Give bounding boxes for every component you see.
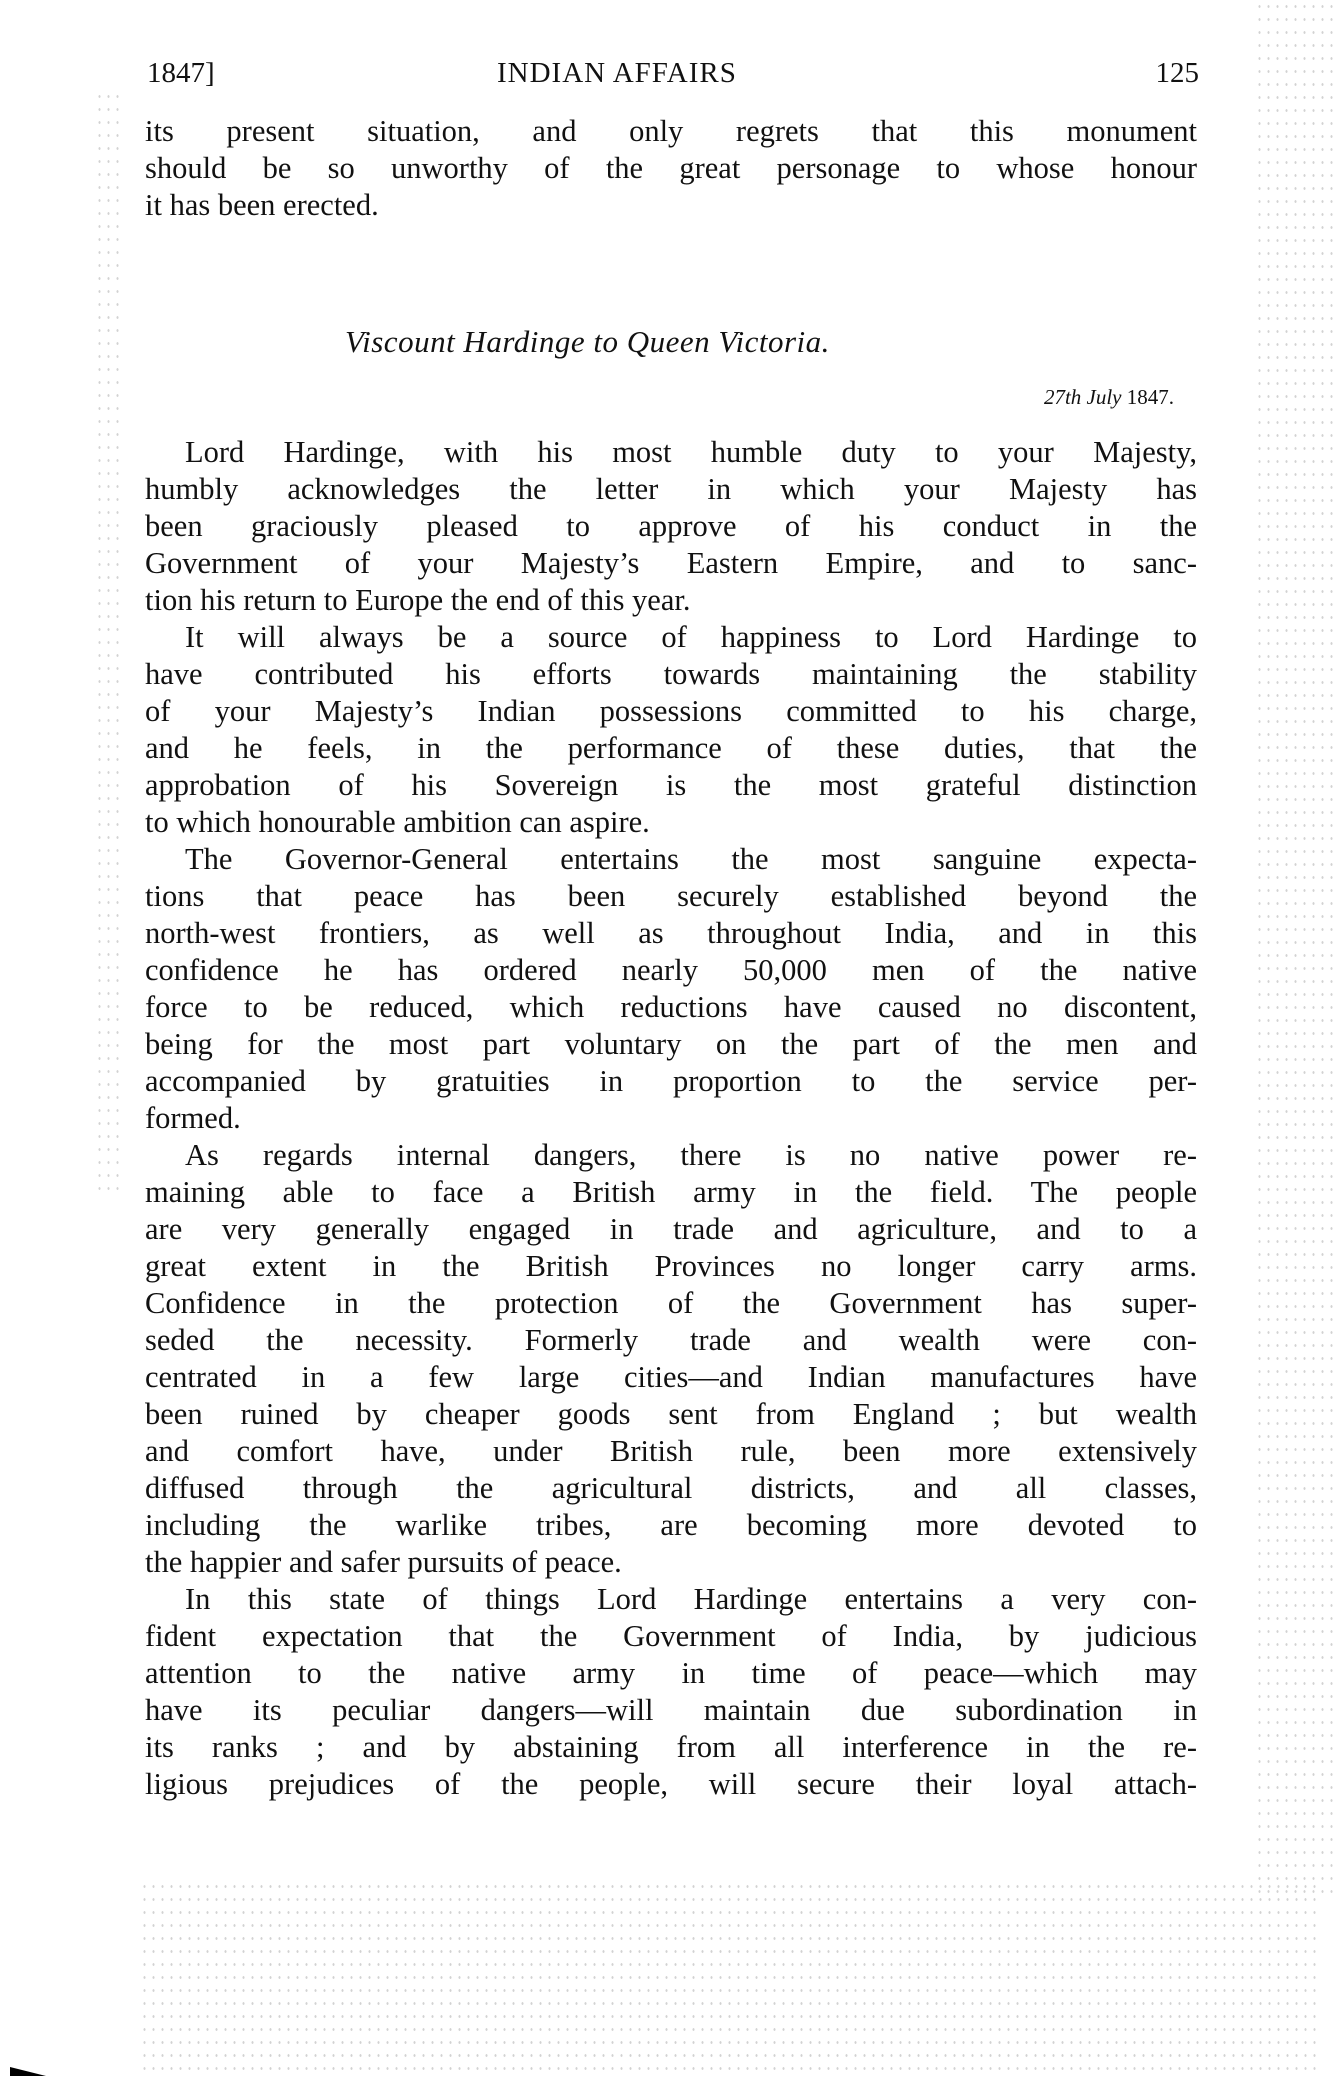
text-line: have contributed his efforts towards maintaining the stability (145, 657, 1197, 691)
text-line: Government of your Majesty’s Eastern Empire, and to sanc- (145, 546, 1197, 580)
paragraph-4 (145, 1137, 1197, 1581)
text-line: it has been erected. (145, 188, 379, 222)
text-line: being for the most part voluntary on the part of the men and (145, 1027, 1197, 1061)
text-line: been graciously pleased to approve of his conduct in the (145, 509, 1197, 543)
scan-noise-bottom (140, 1880, 1320, 2070)
text-line: are very generally engaged in trade and agriculture, and to a (145, 1212, 1197, 1246)
page-number: 125 (1155, 57, 1199, 89)
paragraph-3 (145, 841, 1197, 1137)
text-line: the happier and safer pursuits of peace. (145, 1545, 622, 1579)
scan-noise-left (95, 90, 125, 1190)
text-line: north-west frontiers, as well as throughout India, and in this (145, 916, 1197, 950)
text-line: centrated in a few large cities—and Indian manufactures have (145, 1360, 1197, 1394)
text-line: Confidence in the protection of the Government has super- (145, 1286, 1197, 1320)
text-line: approbation of his Sovereign is the most grateful distinction (145, 768, 1197, 802)
text-line: As regards internal dangers, there is no native power re- (185, 1138, 1197, 1172)
paragraph-1 (145, 434, 1197, 619)
text-line: have its peculiar dangers—will maintain due subordination in (145, 1693, 1197, 1727)
text-line: maining able to face a British army in the field. The people (145, 1175, 1197, 1209)
text-line: Lord Hardinge, with his most humble duty to your Majesty, (185, 435, 1197, 469)
text-line: humbly acknowledges the letter in which your Majesty has (145, 472, 1197, 506)
text-line: ligious prejudices of the people, will secure their loyal attach- (145, 1767, 1197, 1801)
text-line: its present situation, and only regrets that this monument (145, 114, 1197, 148)
text-line: seded the necessity. Formerly trade and wealth were con- (145, 1323, 1197, 1357)
text-line: In this state of things Lord Hardinge entertains a very con- (185, 1582, 1197, 1616)
letter-date-day: 27th July (1043, 385, 1122, 409)
text-line: force to be reduced, which reductions have caused no discontent, (145, 990, 1197, 1024)
letter-date-year: 1847. (1126, 385, 1174, 409)
text-line: been ruined by cheaper goods sent from England ; but wealth (145, 1397, 1197, 1431)
text-line: its ranks ; and by abstaining from all interference in the re- (145, 1730, 1197, 1764)
text-line: It will always be a source of happiness to Lord Hardinge to (185, 620, 1197, 654)
running-head (145, 56, 1199, 90)
text-line: formed. (145, 1101, 241, 1135)
running-head-title: INDIAN AFFAIRS (497, 57, 737, 89)
scan-noise-right (1255, 0, 1335, 1900)
text-line: fident expectation that the Government of India, by judicious (145, 1619, 1197, 1653)
text-line: accompanied by gratuities in proportion to the service per- (145, 1064, 1197, 1098)
letter-date (1044, 384, 1174, 410)
paragraph-5 (145, 1581, 1197, 1803)
text-line: great extent in the British Provinces no longer carry arms. (145, 1249, 1197, 1283)
paragraph-2 (145, 619, 1197, 841)
continuation-paragraph (145, 113, 1197, 224)
text-line: of your Majesty’s Indian possessions committed to his charge, (145, 694, 1197, 728)
scan-edge-marker (10, 2064, 46, 2076)
text-line: attention to the native army in time of peace—which may (145, 1656, 1197, 1690)
text-line: tion his return to Europe the end of this year. (145, 583, 691, 617)
text-line: diffused through the agricultural districts, and all classes, (145, 1471, 1197, 1505)
text-line: and comfort have, under British rule, been more extensively (145, 1434, 1197, 1468)
text-line: tions that peace has been securely established beyond the (145, 879, 1197, 913)
text-line: The Governor-General entertains the most sanguine expecta- (185, 842, 1197, 876)
text-line: should be so unworthy of the great personage to whose honour (145, 151, 1197, 185)
text-line: confidence he has ordered nearly 50,000 men of the native (145, 953, 1197, 987)
letter-heading: Viscount Hardinge to Queen Victoria. (345, 324, 830, 359)
running-head-year: 1847] (147, 57, 215, 89)
text-line: and he feels, in the performance of these duties, that the (145, 731, 1197, 765)
text-line: to which honourable ambition can aspire. (145, 805, 650, 839)
text-line: including the warlike tribes, are becoming more devoted to (145, 1508, 1197, 1542)
